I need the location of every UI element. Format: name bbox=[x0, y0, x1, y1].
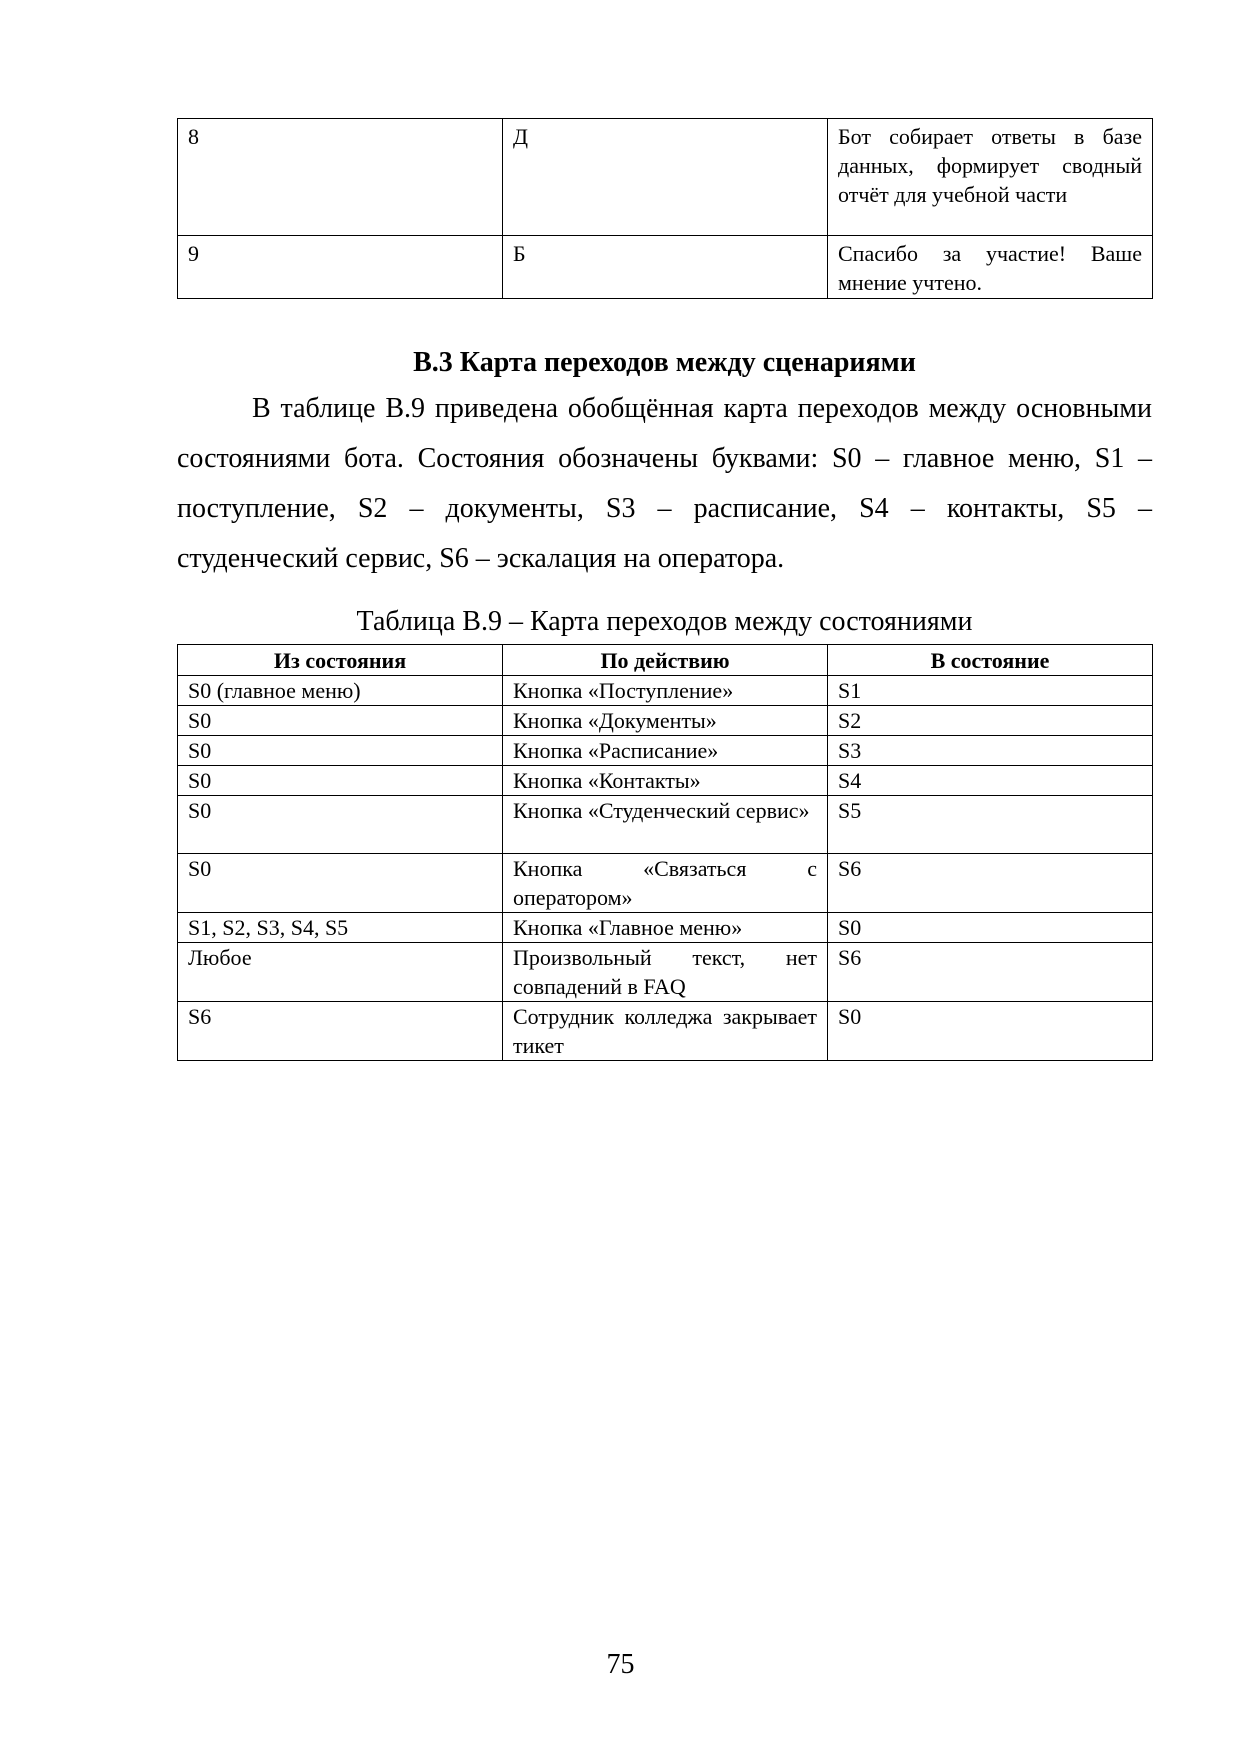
page-number: 75 bbox=[606, 1649, 635, 1680]
to-state-cell: S6 bbox=[828, 943, 1153, 1002]
to-state-cell: S4 bbox=[828, 766, 1153, 796]
continued-table bbox=[177, 118, 1153, 299]
action-cell: Сотрудник колледжа закрывает тикет bbox=[503, 1002, 828, 1061]
table-row bbox=[178, 676, 1153, 706]
table-row bbox=[178, 766, 1153, 796]
action-cell: Кнопка «Студенческий сервис» bbox=[503, 796, 828, 854]
from-state-cell: S1, S2, S3, S4, S5 bbox=[178, 913, 503, 943]
table-cell: 9 bbox=[178, 236, 503, 299]
table-row bbox=[178, 943, 1153, 1002]
to-state-cell: S3 bbox=[828, 736, 1153, 766]
section-heading: В.3 Карта переходов между сценариями bbox=[413, 347, 916, 378]
table-cell: Бот собирает ответы в базе данных, формирует сводный отчёт для учебной части bbox=[828, 119, 1153, 236]
transitions-table bbox=[177, 644, 1153, 1061]
from-state-cell: S0 bbox=[178, 854, 503, 913]
table-row bbox=[178, 706, 1153, 736]
column-header-action: По действию bbox=[503, 645, 828, 676]
from-state-cell: S0 bbox=[178, 766, 503, 796]
table-row bbox=[178, 736, 1153, 766]
table-row bbox=[178, 796, 1153, 854]
from-state-cell: Любое bbox=[178, 943, 503, 1002]
from-state-cell: S0 bbox=[178, 736, 503, 766]
to-state-cell: S6 bbox=[828, 854, 1153, 913]
from-state-cell: S0 (главное меню) bbox=[178, 676, 503, 706]
action-cell: Кнопка «Документы» bbox=[503, 706, 828, 736]
action-cell: Кнопка «Поступление» bbox=[503, 676, 828, 706]
table-cell: Д bbox=[503, 119, 828, 236]
action-cell: Кнопка «Контакты» bbox=[503, 766, 828, 796]
table-cell: Спасибо за участие! Ваше мнение учтено. bbox=[828, 236, 1153, 299]
action-cell: Кнопка «Связаться с оператором» bbox=[503, 854, 828, 913]
table-row bbox=[178, 236, 1153, 299]
body-paragraph: В таблице В.9 приведена обобщённая карта переходов между основными состояниями бота. Состояния обозначены буквами: S0 – главное меню, S1 – поступление, S2 – документы, S3 – расписание, S4 – контакты, S5 – студенческий сервис, S6 – эскалация на оператора. bbox=[177, 393, 1152, 574]
table-caption: Таблица В.9 – Карта переходов между состояниями bbox=[356, 606, 973, 637]
to-state-cell: S1 bbox=[828, 676, 1153, 706]
table-header-row bbox=[178, 645, 1153, 676]
to-state-cell: S5 bbox=[828, 796, 1153, 854]
table-row bbox=[178, 119, 1153, 236]
table-cell: Б bbox=[503, 236, 828, 299]
table-row bbox=[178, 913, 1153, 943]
from-state-cell: S0 bbox=[178, 796, 503, 854]
column-header-from: Из состояния bbox=[178, 645, 503, 676]
to-state-cell: S0 bbox=[828, 1002, 1153, 1061]
action-cell: Кнопка «Главное меню» bbox=[503, 913, 828, 943]
table-row bbox=[178, 1002, 1153, 1061]
action-cell: Кнопка «Расписание» bbox=[503, 736, 828, 766]
to-state-cell: S0 bbox=[828, 913, 1153, 943]
from-state-cell: S0 bbox=[178, 706, 503, 736]
to-state-cell: S2 bbox=[828, 706, 1153, 736]
column-header-to: В состояние bbox=[828, 645, 1153, 676]
table-cell: 8 bbox=[178, 119, 503, 236]
table-row bbox=[178, 854, 1153, 913]
action-cell: Произвольный текст, нет совпадений в FAQ bbox=[503, 943, 828, 1002]
from-state-cell: S6 bbox=[178, 1002, 503, 1061]
